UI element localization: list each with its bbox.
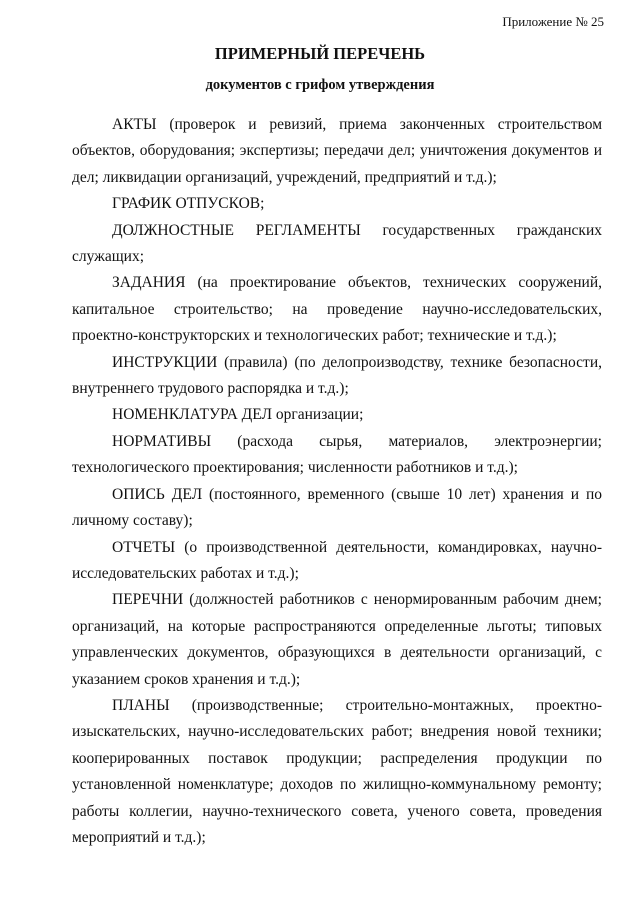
paragraph-assignments: ЗАДАНИЯ (на проектирование объектов, технических сооружений, капитальное строительство; на проведение научно-исследовательских, проектно-конструкторских и технологических работ; технические и т.д.); [72, 274, 602, 345]
document-title: ПРИМЕРНЫЙ ПЕРЕЧЕНЬ [214, 44, 426, 63]
document-body [72, 112, 602, 851]
paragraph-job-regulations: ДОЛЖНОСТНЫЕ РЕГЛАМЕНТЫ государственных гражданских служащих; [72, 221, 602, 266]
paragraph-case-nomenclature: НОМЕНКЛАТУРА ДЕЛ организации; [112, 406, 364, 424]
paragraph-reports: ОТЧЕТЫ (о производственной деятельности, командировках, научно-исследовательских работах и т.д.); [72, 538, 602, 582]
paragraph-instructions: ИНСТРУКЦИИ (правила) (по делопроизводству, технике безопасности, внутреннего трудового распорядка и т.д.); [72, 353, 602, 398]
paragraph-vacation-schedule: ГРАФИК ОТПУСКОВ; [112, 195, 265, 213]
appendix-number: Приложение № 25 [502, 14, 604, 29]
paragraph-case-inventory: ОПИСЬ ДЕЛ (постоянного, временного (свыше 10 лет) хранения и по личному составу); [72, 485, 602, 530]
paragraph-acts: АКТЫ (проверок и ревизий, приема законченных строительством объектов, оборудования; экспертизы; передачи дел; уничтожения документов и дел; ликвидации организаций, учреждений, предприятий и т.д.); [72, 116, 602, 186]
paragraph-plans: ПЛАНЫ (производственные; строительно-монтажных, проектно-изыскательских, научно-исследовательских работ; внедрения новой техники; кооперированных поставок продукции; распределения продукции по установленной номенклатуре; доходов по жилищно-коммунальному ремонту; работы коллегии, научно-технического совета, ученого совета, проведения мероприятий и т.д.); [72, 696, 602, 846]
paragraph-norms: НОРМАТИВЫ (расхода сырья, материалов, электроэнергии; технологического проектирования; численности работников и т.д.); [72, 432, 602, 477]
paragraph-lists: ПЕРЕЧНИ (должностей работников с ненормированным рабочим днем; организаций, на которые распространяются определенные льготы; типовых управленческих документов, образующихся в деятельности организаций, с указанием сроков хранения и т.д.); [72, 591, 602, 688]
document-subtitle: документов с грифом утверждения [205, 77, 435, 93]
